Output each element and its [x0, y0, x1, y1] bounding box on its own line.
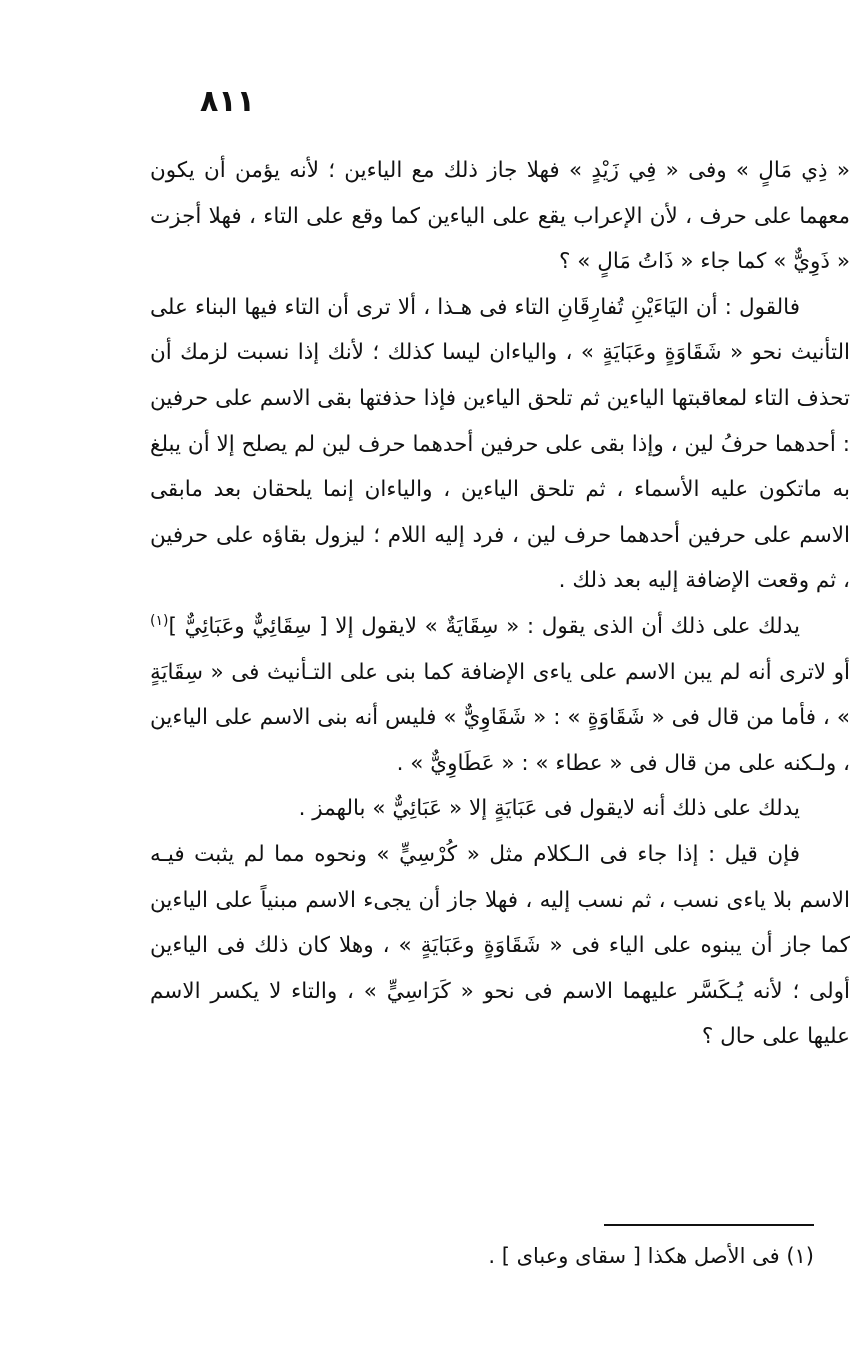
- paragraph-3-text: يدلك على ذلك أن الذى يقول : « سِقَايَةٌ » لايقول إلا [ سِقَائِيٌّ وعَبَائِيٌّ ]: [168, 613, 800, 639]
- paragraph-1: « ذِي مَالٍ » وفى « فِي زَيْدٍ » فهلا جاز ذلك مع الياءين ؛ لأنه يؤمن أن يكون معهما على حرف ، لأن الإعراب يقع على الياءين كما وقع على التاء ، فهلا أجزت « ذَوِيٌّ » كما جاء « ذَاتُ مَالٍ » ؟: [150, 158, 850, 275]
- paragraph-2: فالقول : أن اليَاءَيْنِ تُفارِقَانِ التاء فى هـذا ، ألا ترى أن التاء فيها البناء على التأنيث نحو « شَقَاوَةٍ وعَبَايَةٍ » ، والياءان ليسا كذلك ؛ لأنك إذا نسبت لزمك أن تحذف التاء لمعاقبتها الياءين ثم تلحق الياءين فإذا حذفتها بقى الاسم على حرفين : أحدهما حرفُ لين ، وإذا بقى على حرفين أحدهما حرف لين لم يصلح إلا أن يبلغ به ماتكون عليه الأسماء ، ثم تلحق الياءين ، والياءان إنما يلحقان بعد مابقى الاسم على حرفين أحدهما حرف لين ، فرد إليه اللام ؛ ليزول بقاؤه على حرفين ، ثم وقعت الإضافة إليه بعد ذلك .: [150, 294, 850, 594]
- main-text: [150, 148, 850, 1060]
- footnote-reference: (١): [150, 612, 169, 629]
- footnote-separator: [604, 1224, 814, 1226]
- paragraph-3-tail: أو لاترى أنه لم يبن الاسم على ياءى الإضافة كما بنى على التـأنيث فى « سِقَايَةٍ » ، فأما من قال فى « شَقَاوَةٍ » : « شَقَاوِيٌّ » فليس أنه بنى الاسم على الياءين ، ولـكنه على من قال فى « عطاء » : « عَطَاوِيٌّ » .: [150, 659, 850, 776]
- paragraph-5: فإن قيل : إذا جاء فى الـكلام مثل « كُرْسِيٍّ » ونحوه مما لم يثبت فيـه الاسم بلا ياءى نسب ، ثم نسب إليه ، فهلا جاز أن يجىء الاسم مبنياً على الياءين كما جاز أن يبنوه على الياء فى « شَقَاوَةٍ وعَبَايَةٍ » ، وهلا كان ذلك فى الياءين أولى ؛ لأنه يُـكَسَّر عليهما الاسم فى نحو « كَرَاسِيٍّ » ، والتاء لا يكسر الاسم عليها على حال ؟: [150, 841, 850, 1050]
- paragraph-3: [150, 604, 850, 786]
- footnote: (١) فى الأصل هكذا [ سقاى وعباى ] .: [488, 1244, 814, 1268]
- page-number: ٨١١: [200, 84, 255, 119]
- paragraph-4: يدلك على ذلك أنه لايقول فى عَبَايَةٍ إلا « عَبَائِيٌّ » بالهمز .: [298, 796, 800, 822]
